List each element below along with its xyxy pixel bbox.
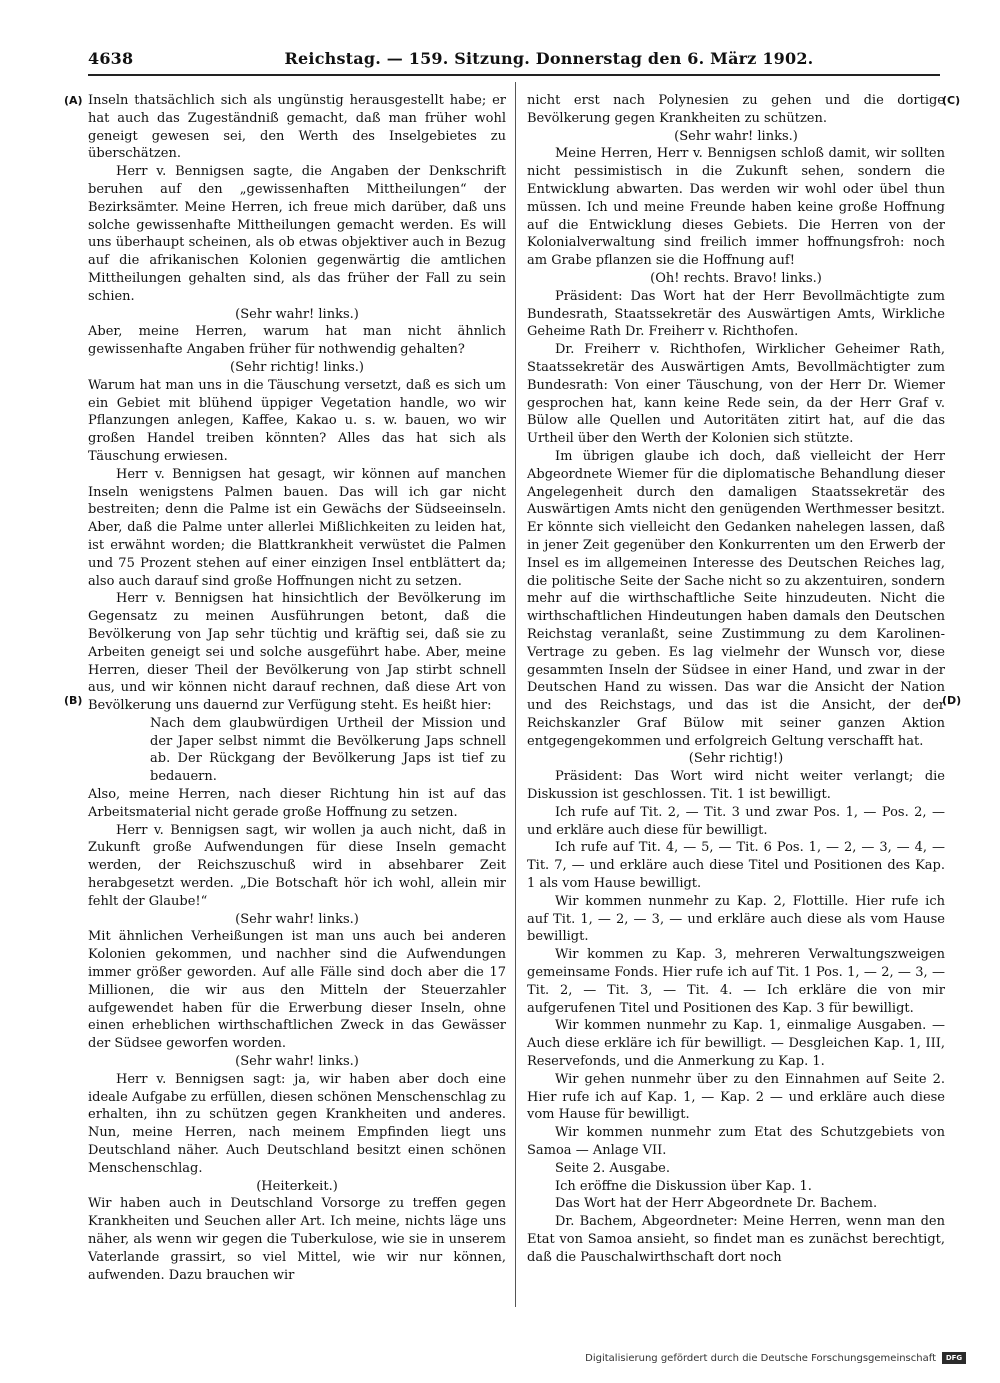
margin-marker-d: (D)	[942, 694, 962, 707]
paragraph: Im übrigen glaube ich doch, daß vielleicht der Herr Abgeordnete Wiemer für die diplomatische Behandlung dieser Angelegenheit durch den damaligen Staatssekretär des Auswärtigen Amts nicht den genügenden Werthmesser besitzt. Er könnte sich vielleicht den Gedanken nahelegen lassen, daß in jener Zeit gegenüber den Konkurrenten um den Erwerb der Insel es im allgemeinen Interesse des Deutschen Reiches lag, die politische Seite der Sache nicht so zu akzentuiren, sondern mehr auf die wirthschaftliche Seite hinzudeuten. Nicht die wirthschaftlichen Hindeutungen haben damals den Deutschen Reichstag veranlaßt, seine Zustimmung zu dem Karolinen-Vertrage zu geben. Es lag vielmehr der Wunsch vor, diese gesammten Inseln der Südsee in einer Hand, und zwar in der Deutschen Hand zu wissen. Das war die Ansicht der Nation und des Reichstags, und das ist die Ansicht, der der Reichskanzler Graf Bülow mit seiner ganzen Aktion entgegengekommen und erfolgreich Geltung verschafft hat.	[527, 448, 945, 749]
page-number: 4638	[88, 48, 134, 68]
paragraph: Ich eröffne die Diskussion über Kap. 1.	[555, 1178, 812, 1194]
paragraph: Wir kommen nunmehr zu Kap. 1, einmalige Ausgaben. — Auch diese erkläre ich für bewilligt. — Desgleichen Kap. 1, III, Reservefonds, und die Anmerkung zu Kap. 1.	[527, 1018, 945, 1070]
paragraph: Also, meine Herren, nach dieser Richtung hin ist auf das Arbeitsmaterial nicht gerade große Hoffnung zu setzen.	[88, 787, 506, 820]
paragraph: Wir kommen nunmehr zum Etat des Schutzgebiets von Samoa — Anlage VII.	[527, 1125, 945, 1159]
margin-marker-c: (C)	[942, 94, 961, 107]
page-title: Reichstag. — 159. Sitzung. Donnerstag den 6. März 1902.	[284, 48, 814, 68]
interjection: (Sehr wahr! links.)	[235, 1054, 359, 1070]
interjection: (Sehr richtig!)	[688, 751, 784, 767]
right-column	[527, 92, 945, 1267]
paragraph: Mit ähnlichen Verheißungen ist man uns auch bei anderen Kolonien gekommen, und nachher sind die Aufwendungen immer größer geworden. Auf alle Fälle sind doch aber die 17 Millionen, die wir aus den Mitteln der Steuerzahler aufgewendet haben für die Erwerbung dieser Inseln, ohne einen erheblichen wirthschaftlichen Zweck in das Gewässer der Südsee geworfen worden.	[88, 929, 506, 1052]
page-header	[88, 44, 940, 72]
paragraph: Seite 2. Ausgabe.	[555, 1160, 670, 1176]
paragraph: Aber, meine Herren, warum hat man nicht ähnlich gewissenhafte Angaben früher für nothwendig gehalten?	[88, 324, 506, 358]
paragraph: Herr v. Bennigsen sagt: ja, wir haben aber doch eine ideale Aufgabe zu erfüllen, diesen schönen Menschenschlag zu erhalten, ihn zu schützen gegen Krankheiten und anderes. Nun, meine Herren, nach meinem Empfinden liegt uns Deutschland näher. Auch Deutschland besitzt einen schönen Menschenschlag.	[88, 1071, 506, 1176]
column-divider	[515, 82, 516, 1307]
margin-marker-b: (B)	[64, 694, 83, 707]
speaker-paragraph: Präsident: Das Wort hat der Herr Bevollmächtigte zum Bundesrath, Staatssekretär des Auswärtigen Amts, Wirkliche Geheime Rath Dr. Freiherr v. Richthofen.	[527, 288, 945, 340]
left-column	[88, 92, 506, 1284]
paragraph: Wir gehen nunmehr über zu den Einnahmen auf Seite 2. Hier rufe ich auf Kap. 1, — Kap. 2 — und erkläre auch diese vom Hause für bewilligt.	[527, 1071, 945, 1123]
paragraph: Herr v. Bennigsen sagt, wir wollen ja auch nicht, daß in Zukunft große Aufwendungen für diese Inseln gemacht werden, der Reichszuschuß wird in absehbarer Zeit herabgesetzt werden. „Die Botschaft hör ich wohl, allein mir fehlt der Glaube!“	[88, 822, 506, 909]
paragraph: Herr v. Bennigsen hat gesagt, wir können auf manchen Inseln wenigstens Palmen bauen. Das will ich gar nicht bestreiten; denn die Palme ist ein Gewächs der Südseeinseln. Aber, daß die Palme unter allerlei Mißlichkeiten zu leiden hat, ist erwähnt worden; die Blattkrankheit verwüstet die Palmen und 75 Prozent stehen auf einer einzigen Insel entblättert da; also auch darauf sind große Hoffnungen nicht zu setzen.	[88, 466, 506, 589]
dfg-logo-icon: DFG	[942, 1352, 966, 1364]
paragraph: Das Wort hat der Herr Abgeordnete Dr. Bachem.	[555, 1196, 878, 1212]
paragraph: Meine Herren, Herr v. Bennigsen schloß damit, wir sollten nicht pessimistisch in die Zukunft sehen, sondern die Entwicklung abwarten. Das werden wir wohl oder übel thun müssen. Ich und meine Freunde haben keine große Hoffnung auf die Entwicklung dieses Gebiets. Die Herren von der Kolonialverwaltung sind freilich immer hoffnungsfroh: noch am Grabe pflanzen sie die Hoffnung auf!	[527, 146, 945, 269]
paragraph: Wir kommen nunmehr zu Kap. 2, Flottille. Hier rufe ich auf Tit. 1, — 2, — 3, — und erkläre auch diese als vom Hause bewilligt.	[527, 893, 945, 945]
speaker-paragraph: Präsident: Das Wort wird nicht weiter verlangt; die Diskussion ist geschlossen. Tit. 1 ist bewilligt.	[527, 769, 945, 803]
interjection: (Oh! rechts. Bravo! links.)	[650, 270, 822, 286]
paragraph: Wir kommen zu Kap. 3, mehreren Verwaltungszweigen gemeinsame Fonds. Hier rufe ich auf Tit. 1 Pos. 1, — 2, — 3, — Tit. 2, — Tit. 3, — Tit. 4. — Ich erkläre die von mir aufgerufenen Titel und Positionen des Kap. 3 für bewilligt.	[527, 947, 945, 1016]
speaker-paragraph: Dr. Bachem, Abgeordneter: Meine Herren, wenn man den Etat von Samoa ansieht, so findet man es zunächst berechtigt, daß die Pauschalwirthschaft dort noch	[527, 1214, 945, 1265]
interjection: (Sehr richtig! links.)	[230, 359, 364, 375]
interjection: (Heiterkeit.)	[256, 1178, 338, 1194]
speaker-paragraph: Dr. Freiherr v. Richthofen, Wirklicher Geheimer Rath, Staatssekretär des Auswärtigen Amts, Bevollmächtigter zum Bundesrath: Von einer Täuschung, von der Herr Dr. Wiemer gesprochen hat, kann keine Rede sein, da der Herr Graf v. Bülow alle Quellen und Autoritäten zitirt hat, auf die das Urtheil über den Werth der Kolonien sich stützte.	[527, 342, 945, 447]
interjection: (Sehr wahr! links.)	[235, 306, 359, 322]
paragraph: Warum hat man uns in die Täuschung versetzt, daß es sich um ein Gebiet mit blühend üppiger Vegetation handle, wo wir Pflanzungen anlegen, Kaffee, Kakao u. s. w. bauen, wo wir großen Handel treiben könnten? Alles das hat sich als Täuschung erwiesen.	[88, 377, 506, 464]
paragraph: Herr v. Bennigsen hat hinsichtlich der Bevölkerung im Gegensatz zu meinen Ausführungen betont, daß die Bevölkerung von Jap sehr tüchtig und kräftig sei, daß sie zu Arbeiten geneigt sei und solche ausgeführt habe. Aber, meine Herren, dieser Theil der Bevölkerung von Jap stirbt schnell aus, und wir können nicht darauf rechnen, daß diese Art von Bevölkerung uns dauernd zur Verfügung steht. Es heißt hier:	[88, 591, 506, 714]
block-quote: Nach dem glaubwürdigen Urtheil der Mission und der Japer selbst nimmt die Bevölkerung Japs schnell ab. Der Rückgang der Bevölkerung Japs ist tief zu bedauern.	[150, 715, 506, 785]
paragraph: Ich rufe auf Tit. 2, — Tit. 3 und zwar Pos. 1, — Pos. 2, — und erkläre auch diese für bewilligt.	[527, 804, 945, 838]
paragraph: nicht erst nach Polynesien zu gehen und die dortige Bevölkerung gegen Krankheiten zu schützen.	[527, 93, 945, 126]
margin-marker-a: (A)	[64, 94, 83, 107]
interjection: (Sehr wahr! links.)	[235, 911, 359, 927]
paragraph: Inseln thatsächlich sich als ungünstig herausgestellt habe; er hat auch das Zugeständniß gemacht, daß man früher wohl geneigt gewesen sei, den Werth des Inselgebietes zu überschätzen.	[88, 93, 506, 162]
paragraph: Herr v. Bennigsen sagte, die Angaben der Denkschrift beruhen auf den „gewissenhaften Mittheilungen“ der Bezirksämter. Meine Herren, ich freue mich darüber, daß uns solche gewissenhafte Mittheilungen gemacht werden. Es will uns überhaupt scheinen, als ob etwas objektiver auch in Bezug auf die afrikanischen Kolonien gegenwärtig die amtlichen Mittheilungen gehalten sind, als das früher der Fall zu sein schien.	[88, 164, 506, 304]
paragraph: Ich rufe auf Tit. 4, — 5, — Tit. 6 Pos. 1, — 2, — 3, — 4, — Tit. 7, — und erkläre auch diese Titel und Positionen des Kap. 1 als vom Hause bewilligt.	[527, 840, 945, 892]
footer	[585, 1352, 966, 1364]
header-rule	[88, 74, 940, 76]
footer-text: Digitalisierung gefördert durch die Deutsche Forschungsgemeinschaft	[585, 1352, 936, 1364]
paragraph: Wir haben auch in Deutschland Vorsorge zu treffen gegen Krankheiten und Seuchen aller Art. Ich meine, nichts läge uns näher, als wenn wir gegen die Tuberkulose, wie sie in unserem Vaterlande grassirt, so viel Mittel, wie wir nur können, aufwenden. Dazu brauchen wir	[88, 1196, 506, 1283]
interjection: (Sehr wahr! links.)	[674, 128, 798, 144]
